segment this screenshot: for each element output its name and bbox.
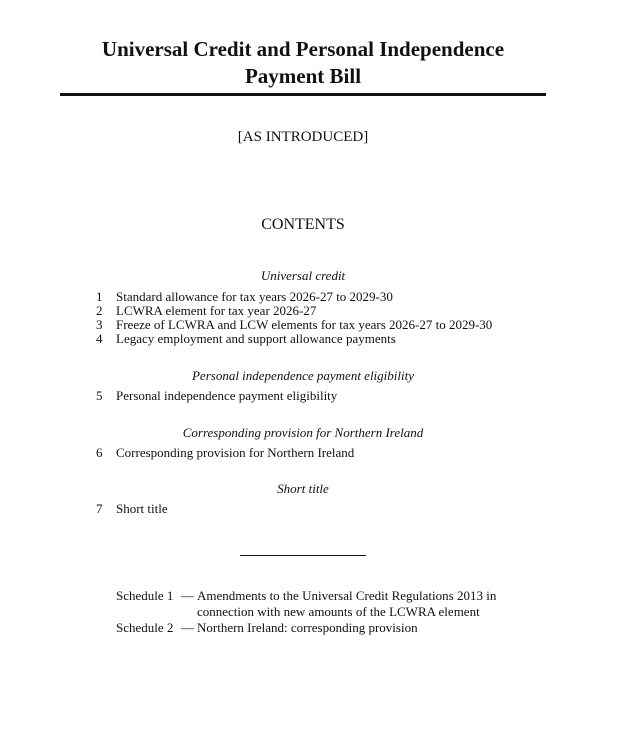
schedule-title-line-1: Northern Ireland: corresponding provision	[197, 620, 418, 635]
clause-item	[96, 502, 168, 516]
clause-list-northern-ireland	[96, 446, 354, 460]
clause-item	[96, 446, 354, 460]
clause-list-short-title	[96, 502, 168, 516]
bill-title-line-1: Universal Credit and Personal Independence	[101, 37, 505, 61]
schedule-item	[116, 620, 496, 636]
clause-number: 5	[96, 388, 103, 403]
bill-status: [AS INTRODUCED]	[237, 129, 369, 145]
clause-list-pip-eligibility	[96, 389, 337, 403]
clause-item	[96, 304, 492, 318]
clause-number: 3	[96, 317, 103, 332]
schedules-list	[116, 588, 496, 636]
clause-title: Corresponding provision for Northern Ireland	[116, 445, 355, 460]
clause-item	[96, 332, 492, 346]
schedule-title-line-1: Amendments to the Universal Credit Regulations 2013 in	[197, 588, 497, 603]
group-heading-short-title: Short title	[277, 481, 329, 496]
schedules-divider	[240, 555, 366, 556]
clause-item	[96, 290, 492, 304]
clause-number: 7	[96, 501, 103, 516]
clause-number: 6	[96, 445, 103, 460]
schedule-title	[197, 620, 418, 636]
title-rule	[60, 93, 546, 96]
schedule-title	[197, 588, 496, 620]
clause-item	[96, 318, 492, 332]
clause-title: Personal independence payment eligibility	[116, 388, 338, 403]
clause-title: Short title	[116, 501, 168, 516]
clause-number: 2	[96, 303, 103, 318]
schedule-dash: —	[181, 588, 194, 603]
contents-heading: CONTENTS	[261, 216, 345, 233]
clause-number: 1	[96, 289, 103, 304]
clause-title: Freeze of LCWRA and LCW elements for tax years 2026-27 to 2029-30	[116, 317, 493, 332]
schedule-item	[116, 588, 496, 620]
clause-item	[96, 389, 337, 403]
group-heading-universal-credit: Universal credit	[260, 268, 346, 283]
bill-title	[60, 36, 546, 90]
clause-title: Standard allowance for tax years 2026-27 to 2029-30	[116, 289, 393, 304]
clause-title: LCWRA element for tax year 2026-27	[116, 303, 317, 318]
bill-title-line-2: Payment Bill	[244, 64, 362, 88]
schedule-label: Schedule 1	[116, 588, 174, 603]
clause-number: 4	[96, 331, 103, 346]
clause-list-universal-credit	[96, 290, 492, 346]
group-heading-pip-eligibility: Personal independence payment eligibility	[191, 368, 414, 383]
clause-title: Legacy employment and support allowance payments	[116, 331, 396, 346]
schedule-label: Schedule 2	[116, 620, 174, 635]
schedule-dash: —	[181, 620, 194, 635]
schedule-title-line-2: connection with new amounts of the LCWRA element	[197, 604, 480, 619]
group-heading-northern-ireland: Corresponding provision for Northern Ireland	[182, 425, 424, 440]
